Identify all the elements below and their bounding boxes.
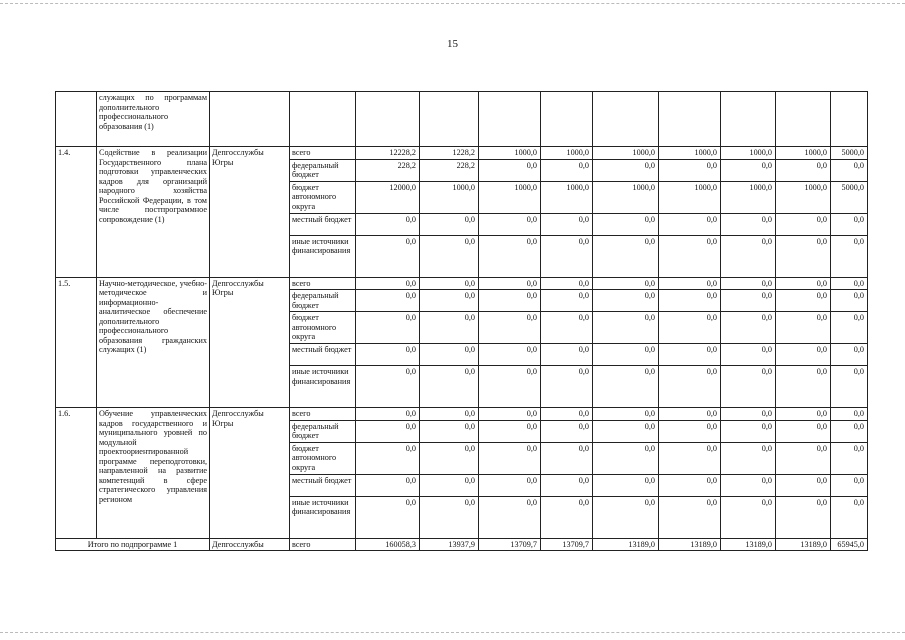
amount-cell: 0,0 (659, 290, 721, 312)
table-row (56, 408, 868, 421)
funding-source: федеральный бюджет (290, 290, 356, 312)
amount-cell: 0,0 (479, 235, 541, 277)
amount-cell: 0,0 (659, 277, 721, 290)
total-source: всего (290, 538, 356, 551)
amount-cell: 0,0 (420, 420, 479, 442)
amount-cell: 0,0 (776, 442, 831, 474)
amount-cell: 0,0 (659, 213, 721, 235)
scan-bottom-edge (0, 632, 905, 634)
amount-cell: 0,0 (541, 277, 593, 290)
amount-cell: 1000,0 (721, 147, 776, 160)
amount-cell: 0,0 (420, 277, 479, 290)
amount-cell: 0,0 (721, 474, 776, 496)
amount-cell: 1000,0 (659, 147, 721, 160)
amount-cell: 0,0 (541, 408, 593, 421)
funding-source: местный бюджет (290, 213, 356, 235)
amount-cell: 0,0 (479, 277, 541, 290)
amount-cell: 0,0 (831, 496, 868, 538)
item-name: Научно-методическое, учебно-методическое и информационно-аналитическое обеспечение дополнительного профессионального образования гражданских служащих (1) (97, 277, 210, 408)
amount-cell: 0,0 (420, 496, 479, 538)
amount-cell: 0,0 (356, 235, 420, 277)
amount-cell: 0,0 (659, 312, 721, 344)
total-amount-cell: 13189,0 (659, 538, 721, 551)
amount-cell: 0,0 (593, 442, 659, 474)
amount-cell: 1228,2 (420, 147, 479, 160)
amount-cell: 0,0 (479, 442, 541, 474)
amount-cell: 0,0 (541, 344, 593, 366)
amount-cell: 0,0 (479, 344, 541, 366)
funding-source: федеральный бюджет (290, 159, 356, 181)
amount-cell: 0,0 (659, 235, 721, 277)
funding-source: всего (290, 147, 356, 160)
amount-cell: 0,0 (831, 408, 868, 421)
amount-cell: 0,0 (479, 213, 541, 235)
amount-cell: 0,0 (831, 442, 868, 474)
amount-cell: 0,0 (831, 159, 868, 181)
item-number: 1.5. (56, 277, 97, 408)
amount-cell: 0,0 (659, 474, 721, 496)
amount-cell: 0,0 (479, 420, 541, 442)
amount-cell: 0,0 (721, 366, 776, 408)
item-number: 1.6. (56, 408, 97, 539)
amount-cell: 0,0 (721, 312, 776, 344)
amount-cell: 0,0 (593, 213, 659, 235)
amount-cell: 0,0 (356, 312, 420, 344)
amount-cell: 0,0 (356, 290, 420, 312)
item-executor: Депгосслужбы Югры (210, 147, 290, 278)
amount-cell: 0,0 (659, 442, 721, 474)
budget-table (55, 91, 868, 551)
amount-cell: 0,0 (479, 496, 541, 538)
scan-top-edge (0, 3, 905, 5)
amount-cell: 0,0 (479, 474, 541, 496)
amount-cell: 1000,0 (593, 181, 659, 213)
total-executor: Депгосслужбы (210, 538, 290, 551)
amount-cell: 0,0 (356, 277, 420, 290)
amount-cell: 0,0 (541, 420, 593, 442)
amount-cell: 0,0 (721, 235, 776, 277)
amount-cell: 0,0 (831, 474, 868, 496)
amount-cell: 0,0 (659, 344, 721, 366)
amount-cell: 1000,0 (776, 181, 831, 213)
amount-cell: 0,0 (659, 420, 721, 442)
amount-cell: 0,0 (541, 366, 593, 408)
funding-source: иные источники финансирования (290, 496, 356, 538)
amount-cell: 0,0 (420, 235, 479, 277)
funding-source: местный бюджет (290, 344, 356, 366)
amount-cell: 1000,0 (776, 147, 831, 160)
amount-cell: 0,0 (776, 496, 831, 538)
amount-cell: 0,0 (593, 290, 659, 312)
amount-cell: 0,0 (593, 344, 659, 366)
amount-cell: 0,0 (659, 496, 721, 538)
amount-cell: 0,0 (831, 277, 868, 290)
continuation-name: служащих по программам дополнительного профессионального образования (1) (97, 92, 210, 147)
amount-cell: 0,0 (356, 474, 420, 496)
amount-cell: 0,0 (659, 408, 721, 421)
item-name: Обучение управленческих кадров государственного и муниципального уровней по модульной проектоориентированной программе переподготовки, направленной на развитие компетенций в сфере стратегического управления регионом (97, 408, 210, 539)
total-amount-cell: 13937,9 (420, 538, 479, 551)
amount-cell: 0,0 (776, 344, 831, 366)
total-amount-cell: 13189,0 (721, 538, 776, 551)
amount-cell: 0,0 (541, 235, 593, 277)
amount-cell: 0,0 (420, 366, 479, 408)
funding-source: иные источники финансирования (290, 235, 356, 277)
amount-cell: 0,0 (593, 408, 659, 421)
amount-cell: 1000,0 (541, 181, 593, 213)
amount-cell: 0,0 (776, 235, 831, 277)
amount-cell: 0,0 (593, 159, 659, 181)
amount-cell: 1000,0 (479, 181, 541, 213)
funding-source: всего (290, 408, 356, 421)
amount-cell: 0,0 (776, 312, 831, 344)
amount-cell: 0,0 (721, 213, 776, 235)
amount-cell: 1000,0 (721, 181, 776, 213)
item-executor: Депгосслужбы Югры (210, 277, 290, 408)
amount-cell: 0,0 (831, 235, 868, 277)
amount-cell: 0,0 (479, 290, 541, 312)
amount-cell: 0,0 (721, 159, 776, 181)
amount-cell: 0,0 (831, 420, 868, 442)
amount-cell: 0,0 (776, 277, 831, 290)
item-name: Содействие в реализации Государственного плана подготовки управленческих кадров для организаций народного хозяйства Российской Федерации, в том числе постпрограммное сопровождение (1) (97, 147, 210, 278)
funding-source: местный бюджет (290, 474, 356, 496)
funding-source: бюджет автономного округа (290, 442, 356, 474)
amount-cell: 0,0 (776, 159, 831, 181)
amount-cell: 0,0 (356, 496, 420, 538)
amount-cell: 1000,0 (541, 147, 593, 160)
amount-cell: 228,2 (356, 159, 420, 181)
amount-cell: 0,0 (776, 290, 831, 312)
amount-cell: 0,0 (356, 344, 420, 366)
amount-cell: 0,0 (356, 366, 420, 408)
amount-cell: 0,0 (541, 474, 593, 496)
amount-cell: 0,0 (721, 442, 776, 474)
amount-cell: 0,0 (541, 496, 593, 538)
amount-cell: 0,0 (721, 496, 776, 538)
amount-cell: 5000,0 (831, 181, 868, 213)
amount-cell: 1000,0 (479, 147, 541, 160)
amount-cell: 1000,0 (593, 147, 659, 160)
total-row (56, 538, 868, 551)
total-amount-cell: 65945,0 (831, 538, 868, 551)
amount-cell: 0,0 (420, 474, 479, 496)
amount-cell: 0,0 (831, 366, 868, 408)
amount-cell: 0,0 (541, 312, 593, 344)
amount-cell: 0,0 (479, 408, 541, 421)
amount-cell: 0,0 (593, 420, 659, 442)
amount-cell: 0,0 (420, 442, 479, 474)
funding-source: иные источники финансирования (290, 366, 356, 408)
amount-cell: 0,0 (721, 290, 776, 312)
amount-cell: 0,0 (593, 277, 659, 290)
amount-cell: 0,0 (593, 474, 659, 496)
amount-cell: 1000,0 (659, 181, 721, 213)
funding-source: бюджет автономного округа (290, 312, 356, 344)
amount-cell: 0,0 (541, 290, 593, 312)
amount-cell: 0,0 (776, 474, 831, 496)
total-amount-cell: 13709,7 (479, 538, 541, 551)
amount-cell: 0,0 (420, 213, 479, 235)
total-amount-cell: 13189,0 (593, 538, 659, 551)
amount-cell: 12228,2 (356, 147, 420, 160)
amount-cell: 0,0 (776, 213, 831, 235)
funding-source: федеральный бюджет (290, 420, 356, 442)
total-amount-cell: 160058,3 (356, 538, 420, 551)
amount-cell: 0,0 (356, 420, 420, 442)
amount-cell: 0,0 (356, 442, 420, 474)
amount-cell: 0,0 (356, 408, 420, 421)
total-label: Итого по подпрограмме 1 (56, 538, 210, 551)
amount-cell: 0,0 (776, 408, 831, 421)
amount-cell: 0,0 (776, 420, 831, 442)
table-row (56, 147, 868, 160)
amount-cell: 0,0 (541, 159, 593, 181)
page-number: 15 (447, 38, 458, 50)
amount-cell: 0,0 (593, 366, 659, 408)
item-executor: Депгосслужбы Югры (210, 408, 290, 539)
amount-cell: 0,0 (831, 312, 868, 344)
funding-source: бюджет автономного округа (290, 181, 356, 213)
amount-cell: 0,0 (831, 344, 868, 366)
amount-cell: 0,0 (479, 366, 541, 408)
amount-cell: 0,0 (721, 277, 776, 290)
amount-cell: 0,0 (420, 312, 479, 344)
amount-cell: 0,0 (593, 312, 659, 344)
amount-cell: 0,0 (593, 496, 659, 538)
amount-cell: 0,0 (659, 366, 721, 408)
amount-cell: 5000,0 (831, 147, 868, 160)
amount-cell: 0,0 (420, 408, 479, 421)
funding-source: всего (290, 277, 356, 290)
amount-cell: 0,0 (593, 235, 659, 277)
amount-cell: 1000,0 (420, 181, 479, 213)
amount-cell: 0,0 (541, 442, 593, 474)
amount-cell: 0,0 (479, 312, 541, 344)
amount-cell: 0,0 (721, 408, 776, 421)
amount-cell: 12000,0 (356, 181, 420, 213)
amount-cell: 0,0 (776, 366, 831, 408)
amount-cell: 0,0 (721, 344, 776, 366)
amount-cell: 0,0 (659, 159, 721, 181)
amount-cell: 0,0 (479, 159, 541, 181)
amount-cell: 0,0 (356, 213, 420, 235)
amount-cell: 228,2 (420, 159, 479, 181)
amount-cell: 0,0 (420, 344, 479, 366)
item-number: 1.4. (56, 147, 97, 278)
amount-cell: 0,0 (721, 420, 776, 442)
amount-cell: 0,0 (420, 290, 479, 312)
amount-cell: 0,0 (831, 290, 868, 312)
amount-cell: 0,0 (541, 213, 593, 235)
table-row (56, 277, 868, 290)
total-amount-cell: 13709,7 (541, 538, 593, 551)
total-amount-cell: 13189,0 (776, 538, 831, 551)
amount-cell: 0,0 (831, 213, 868, 235)
continuation-row (56, 92, 868, 147)
